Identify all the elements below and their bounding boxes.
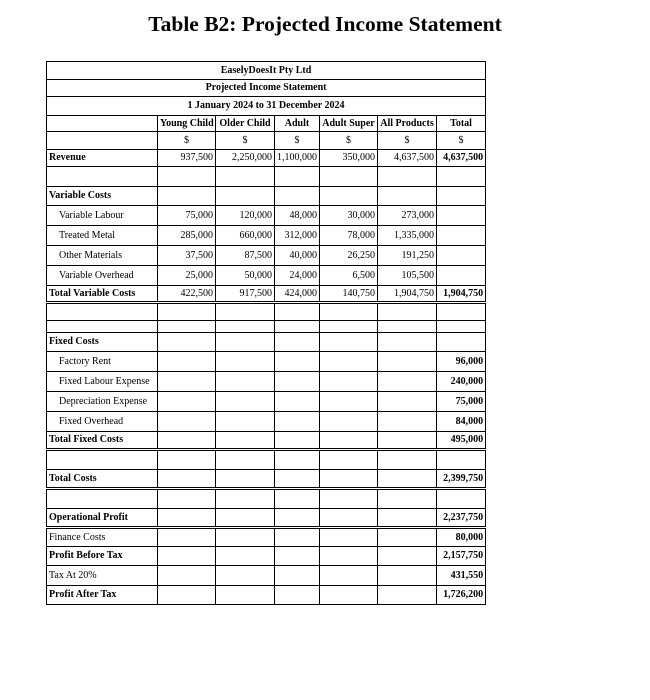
row-label: Profit Before Tax: [47, 547, 158, 566]
value-cell: 273,000: [378, 206, 437, 226]
period-row: [47, 97, 486, 116]
row-label: Fixed Overhead: [47, 412, 158, 432]
empty-cell: [275, 167, 320, 187]
empty-cell: [378, 187, 437, 206]
empty-cell: [216, 586, 275, 605]
tax-row: [47, 566, 486, 586]
empty-cell: [216, 528, 275, 547]
empty-cell: [275, 450, 320, 470]
empty-cell: [437, 450, 486, 470]
column-header: Adult Super: [320, 116, 378, 132]
column-header: Older Child: [216, 116, 275, 132]
empty-cell: [320, 489, 378, 509]
value-cell: 422,500: [158, 286, 216, 303]
empty-cell: [320, 412, 378, 432]
value-cell: 350,000: [320, 150, 378, 167]
empty-cell: [275, 187, 320, 206]
value-cell: 285,000: [158, 226, 216, 246]
row-label: Fixed Labour Expense: [47, 372, 158, 392]
statement-row: [47, 80, 486, 97]
empty-cell: [158, 450, 216, 470]
total-cell: 2,157,750: [437, 547, 486, 566]
fixed-cost-row: [47, 352, 486, 372]
empty-cell: [378, 547, 437, 566]
column-header: All Products: [378, 116, 437, 132]
empty-cell: [378, 321, 437, 333]
value-cell: 140,750: [320, 286, 378, 303]
empty-cell: [378, 489, 437, 509]
empty-cell: [320, 586, 378, 605]
empty-cell: [158, 372, 216, 392]
empty-cell: [378, 470, 437, 489]
empty-cell: [158, 509, 216, 528]
column-header-row: [47, 116, 486, 132]
column-header: Total: [437, 116, 486, 132]
value-cell: 30,000: [320, 206, 378, 226]
empty-cell: [320, 450, 378, 470]
value-cell: 1,100,000: [275, 150, 320, 167]
currency-row: [47, 132, 486, 150]
empty-cell: [158, 333, 216, 352]
empty-cell: [158, 352, 216, 372]
empty-cell: [47, 167, 158, 187]
total-cell: 80,000: [437, 528, 486, 547]
fixed-cost-row: [47, 392, 486, 412]
row-label: Total Fixed Costs: [47, 432, 158, 450]
empty-cell: [378, 450, 437, 470]
row-label: Profit After Tax: [47, 586, 158, 605]
empty-cell: [216, 167, 275, 187]
empty-cell: [216, 321, 275, 333]
spacer-row: [47, 450, 486, 470]
empty-cell: [158, 321, 216, 333]
empty-cell: [47, 116, 158, 132]
row-label: Depreciation Expense: [47, 392, 158, 412]
empty-cell: [216, 352, 275, 372]
empty-cell: [216, 489, 275, 509]
empty-cell: [216, 566, 275, 586]
empty-cell: [320, 432, 378, 450]
total-cell: 75,000: [437, 392, 486, 412]
value-cell: 105,500: [378, 266, 437, 286]
spacer-row: [47, 489, 486, 509]
total-costs-row: [47, 470, 486, 489]
total-cell: 1,726,200: [437, 586, 486, 605]
empty-cell: [275, 303, 320, 321]
empty-cell: [216, 432, 275, 450]
total-cell: 240,000: [437, 372, 486, 392]
empty-cell: [320, 509, 378, 528]
empty-cell: [437, 333, 486, 352]
total-cell: 431,550: [437, 566, 486, 586]
empty-cell: [378, 392, 437, 412]
value-cell: 6,500: [320, 266, 378, 286]
currency-cell: $: [437, 132, 486, 150]
empty-cell: [320, 333, 378, 352]
empty-cell: [378, 412, 437, 432]
variable-costs-heading: [47, 187, 486, 206]
empty-cell: [216, 509, 275, 528]
variable-cost-row: [47, 266, 486, 286]
value-cell: 78,000: [320, 226, 378, 246]
empty-cell: [437, 321, 486, 333]
currency-cell: $: [216, 132, 275, 150]
value-cell: 1,335,000: [378, 226, 437, 246]
value-cell: [437, 266, 486, 286]
value-cell: 48,000: [275, 206, 320, 226]
empty-cell: [378, 372, 437, 392]
empty-cell: [275, 372, 320, 392]
row-label: Other Materials: [47, 246, 158, 266]
empty-cell: [275, 528, 320, 547]
variable-cost-row: [47, 246, 486, 266]
profit-before-tax-row: [47, 547, 486, 566]
empty-cell: [216, 470, 275, 489]
section-heading: Variable Costs: [47, 187, 158, 206]
total-fixed-costs-row: [47, 432, 486, 450]
statement-period: 1 January 2024 to 31 December 2024: [47, 97, 486, 116]
empty-cell: [47, 489, 158, 509]
empty-cell: [320, 470, 378, 489]
operational-profit-row: [47, 509, 486, 528]
empty-cell: [158, 566, 216, 586]
value-cell: 50,000: [216, 266, 275, 286]
statement-name: Projected Income Statement: [47, 80, 486, 97]
column-header: Adult: [275, 116, 320, 132]
empty-cell: [378, 303, 437, 321]
empty-cell: [216, 392, 275, 412]
total-cell: 96,000: [437, 352, 486, 372]
fixed-cost-row: [47, 372, 486, 392]
finance-costs-row: [47, 528, 486, 547]
empty-cell: [275, 566, 320, 586]
currency-cell: $: [158, 132, 216, 150]
empty-cell: [47, 303, 158, 321]
empty-cell: [320, 187, 378, 206]
empty-cell: [320, 167, 378, 187]
value-cell: 25,000: [158, 266, 216, 286]
empty-cell: [158, 167, 216, 187]
empty-cell: [378, 333, 437, 352]
empty-cell: [275, 333, 320, 352]
empty-cell: [158, 412, 216, 432]
empty-cell: [275, 321, 320, 333]
empty-cell: [216, 547, 275, 566]
company-name: EaselyDoesIt Pty Ltd: [47, 62, 486, 80]
empty-cell: [158, 528, 216, 547]
empty-cell: [437, 303, 486, 321]
variable-cost-row: [47, 206, 486, 226]
company-row: [47, 62, 486, 80]
row-label: Revenue: [47, 150, 158, 167]
empty-cell: [158, 392, 216, 412]
value-cell: 660,000: [216, 226, 275, 246]
empty-cell: [378, 352, 437, 372]
empty-cell: [275, 352, 320, 372]
empty-cell: [320, 392, 378, 412]
total-cell: 84,000: [437, 412, 486, 432]
empty-cell: [378, 528, 437, 547]
income-statement-table: [46, 61, 486, 605]
empty-cell: [47, 450, 158, 470]
value-cell: [437, 246, 486, 266]
spacer-row: [47, 167, 486, 187]
row-label: Total Variable Costs: [47, 286, 158, 303]
empty-cell: [275, 392, 320, 412]
value-cell: 4,637,500: [437, 150, 486, 167]
currency-cell: $: [275, 132, 320, 150]
empty-cell: [216, 372, 275, 392]
fixed-costs-heading: [47, 333, 486, 352]
empty-cell: [47, 321, 158, 333]
profit-after-tax-row: [47, 586, 486, 605]
empty-cell: [320, 547, 378, 566]
value-cell: 4,637,500: [378, 150, 437, 167]
empty-cell: [437, 187, 486, 206]
empty-cell: [275, 509, 320, 528]
empty-cell: [437, 489, 486, 509]
total-cell: 2,237,750: [437, 509, 486, 528]
empty-cell: [216, 187, 275, 206]
value-cell: 40,000: [275, 246, 320, 266]
empty-cell: [320, 372, 378, 392]
value-cell: 1,904,750: [378, 286, 437, 303]
empty-cell: [275, 547, 320, 566]
column-header: Young Child: [158, 116, 216, 132]
value-cell: [437, 226, 486, 246]
empty-cell: [216, 412, 275, 432]
empty-cell: [275, 470, 320, 489]
empty-cell: [320, 528, 378, 547]
currency-cell: $: [320, 132, 378, 150]
value-cell: 191,250: [378, 246, 437, 266]
empty-cell: [158, 470, 216, 489]
value-cell: 120,000: [216, 206, 275, 226]
empty-cell: [158, 547, 216, 566]
empty-cell: [158, 187, 216, 206]
document-title: Table B2: Projected Income Statement: [148, 12, 502, 36]
value-cell: 26,250: [320, 246, 378, 266]
value-cell: 312,000: [275, 226, 320, 246]
empty-cell: [158, 432, 216, 450]
empty-cell: [216, 303, 275, 321]
fixed-cost-row: [47, 412, 486, 432]
variable-cost-row: [47, 226, 486, 246]
empty-cell: [378, 566, 437, 586]
value-cell: 37,500: [158, 246, 216, 266]
total-cell: 2,399,750: [437, 470, 486, 489]
empty-cell: [378, 586, 437, 605]
empty-cell: [275, 412, 320, 432]
value-cell: 937,500: [158, 150, 216, 167]
empty-cell: [275, 586, 320, 605]
revenue-row: [47, 150, 486, 167]
row-label: Factory Rent: [47, 352, 158, 372]
row-label: Variable Overhead: [47, 266, 158, 286]
value-cell: 917,500: [216, 286, 275, 303]
empty-cell: [320, 566, 378, 586]
empty-cell: [216, 450, 275, 470]
row-label: Total Costs: [47, 470, 158, 489]
spacer-row: [47, 303, 486, 321]
spacer-row: [47, 321, 486, 333]
empty-cell: [437, 167, 486, 187]
section-heading: Fixed Costs: [47, 333, 158, 352]
value-cell: 87,500: [216, 246, 275, 266]
row-label: Finance Costs: [47, 528, 158, 547]
empty-cell: [275, 432, 320, 450]
value-cell: 424,000: [275, 286, 320, 303]
value-cell: 75,000: [158, 206, 216, 226]
empty-cell: [378, 432, 437, 450]
currency-cell: $: [378, 132, 437, 150]
total-cell: 495,000: [437, 432, 486, 450]
empty-cell: [378, 509, 437, 528]
value-cell: [437, 206, 486, 226]
empty-cell: [216, 333, 275, 352]
empty-cell: [275, 489, 320, 509]
row-label: Variable Labour: [47, 206, 158, 226]
empty-cell: [158, 303, 216, 321]
total-variable-costs-row: [47, 286, 486, 303]
row-label: Tax At 20%: [47, 566, 158, 586]
value-cell: 24,000: [275, 266, 320, 286]
empty-cell: [47, 132, 158, 150]
empty-cell: [320, 352, 378, 372]
empty-cell: [158, 586, 216, 605]
row-label: Treated Metal: [47, 226, 158, 246]
empty-cell: [158, 489, 216, 509]
empty-cell: [378, 167, 437, 187]
row-label: Operational Profit: [47, 509, 158, 528]
empty-cell: [320, 321, 378, 333]
value-cell: 1,904,750: [437, 286, 486, 303]
empty-cell: [320, 303, 378, 321]
value-cell: 2,250,000: [216, 150, 275, 167]
